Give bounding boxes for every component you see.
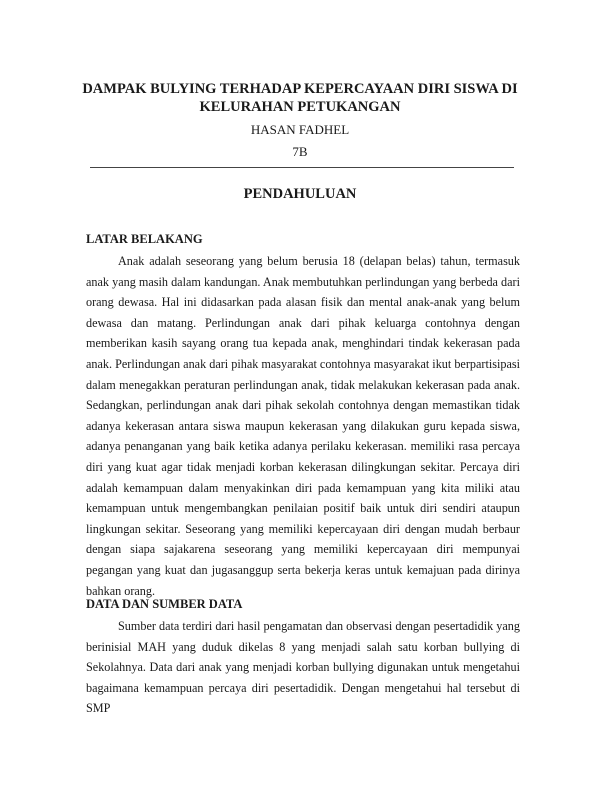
divider-line bbox=[90, 167, 514, 168]
heading-data-sumber: DATA DAN SUMBER DATA bbox=[86, 597, 243, 611]
section-title: PENDAHULUAN bbox=[243, 186, 357, 202]
paragraph-data-sumber: Sumber data terdiri dari hasil pengamatan dan observasi dengan pesertadidik yang berinisial MAH yang duduk dikelas 8 yang menjadi salah satu korban bullying di Sekolahnya. Data dari anak yang menjadi korban bullying digunakan untuk mengetahui bagaimana kemampuan percaya diri pesertadidik. Dengan mengetahui hal tersebut di SMP bbox=[86, 619, 520, 716]
document-title: DAMPAK BULYING TERHADAP KEPERCAYAAN DIRI SISWA DI KELURAHAN PETUKANGAN bbox=[82, 81, 518, 115]
student-class: 7B bbox=[292, 144, 308, 159]
author-name: HASAN FADHEL bbox=[250, 122, 350, 137]
heading-latar-belakang: LATAR BELAKANG bbox=[86, 232, 203, 246]
paragraph-latar-belakang: Anak adalah seseorang yang belum berusia 18 (delapan belas) tahun, termasuk anak yang masih dalam kandungan. Anak membutuhkan perlindungan yang berbeda dari orang dewasa. Hal ini didasarkan pada alasan fisik dan mental anak-anak yang belum dewasa dan matang. Perlindungan anak dari pihak keluarga contohnya dengan memberikan kasih sayang orang tua kepada anak, menghindari tindak kekerasan pada anak. Perlindungan anak dari pihak masyarakat contohnya masyarakat ikut berpartisipasi dalam menegakkan peraturan perlindungan anak, tidak melakukan kekerasan pada anak. Sedangkan, perlindungan anak dari pihak sekolah contohnya dengan memastikan tidak adanya kekerasan antara siswa maupun kekerasan yang dilakukan guru kepada siswa, adanya penanganan yang baik ketika adanya perilaku kekerasan. memiliki rasa percaya diri yang kuat agar tidak menjadi korban kekerasan dilingkungan sekitar. Percaya diri adalah kemampuan dalam menyakinkan diri pada kemampuan yang kita miliki atau kemampuan untuk mengembangkan penilaian positif baik untuk diri sendiri ataupun lingkungan sekitar. Seseorang yang memiliki kepercayaan diri dengan mudah berbaur dengan siapa sajakarena seseorang yang memiliki kepercayaan diri mempunyai pegangan yang kuat dan jugasanggup serta bekerja keras untuk kemajuan pada dirinya bahkan orang. bbox=[86, 254, 520, 598]
